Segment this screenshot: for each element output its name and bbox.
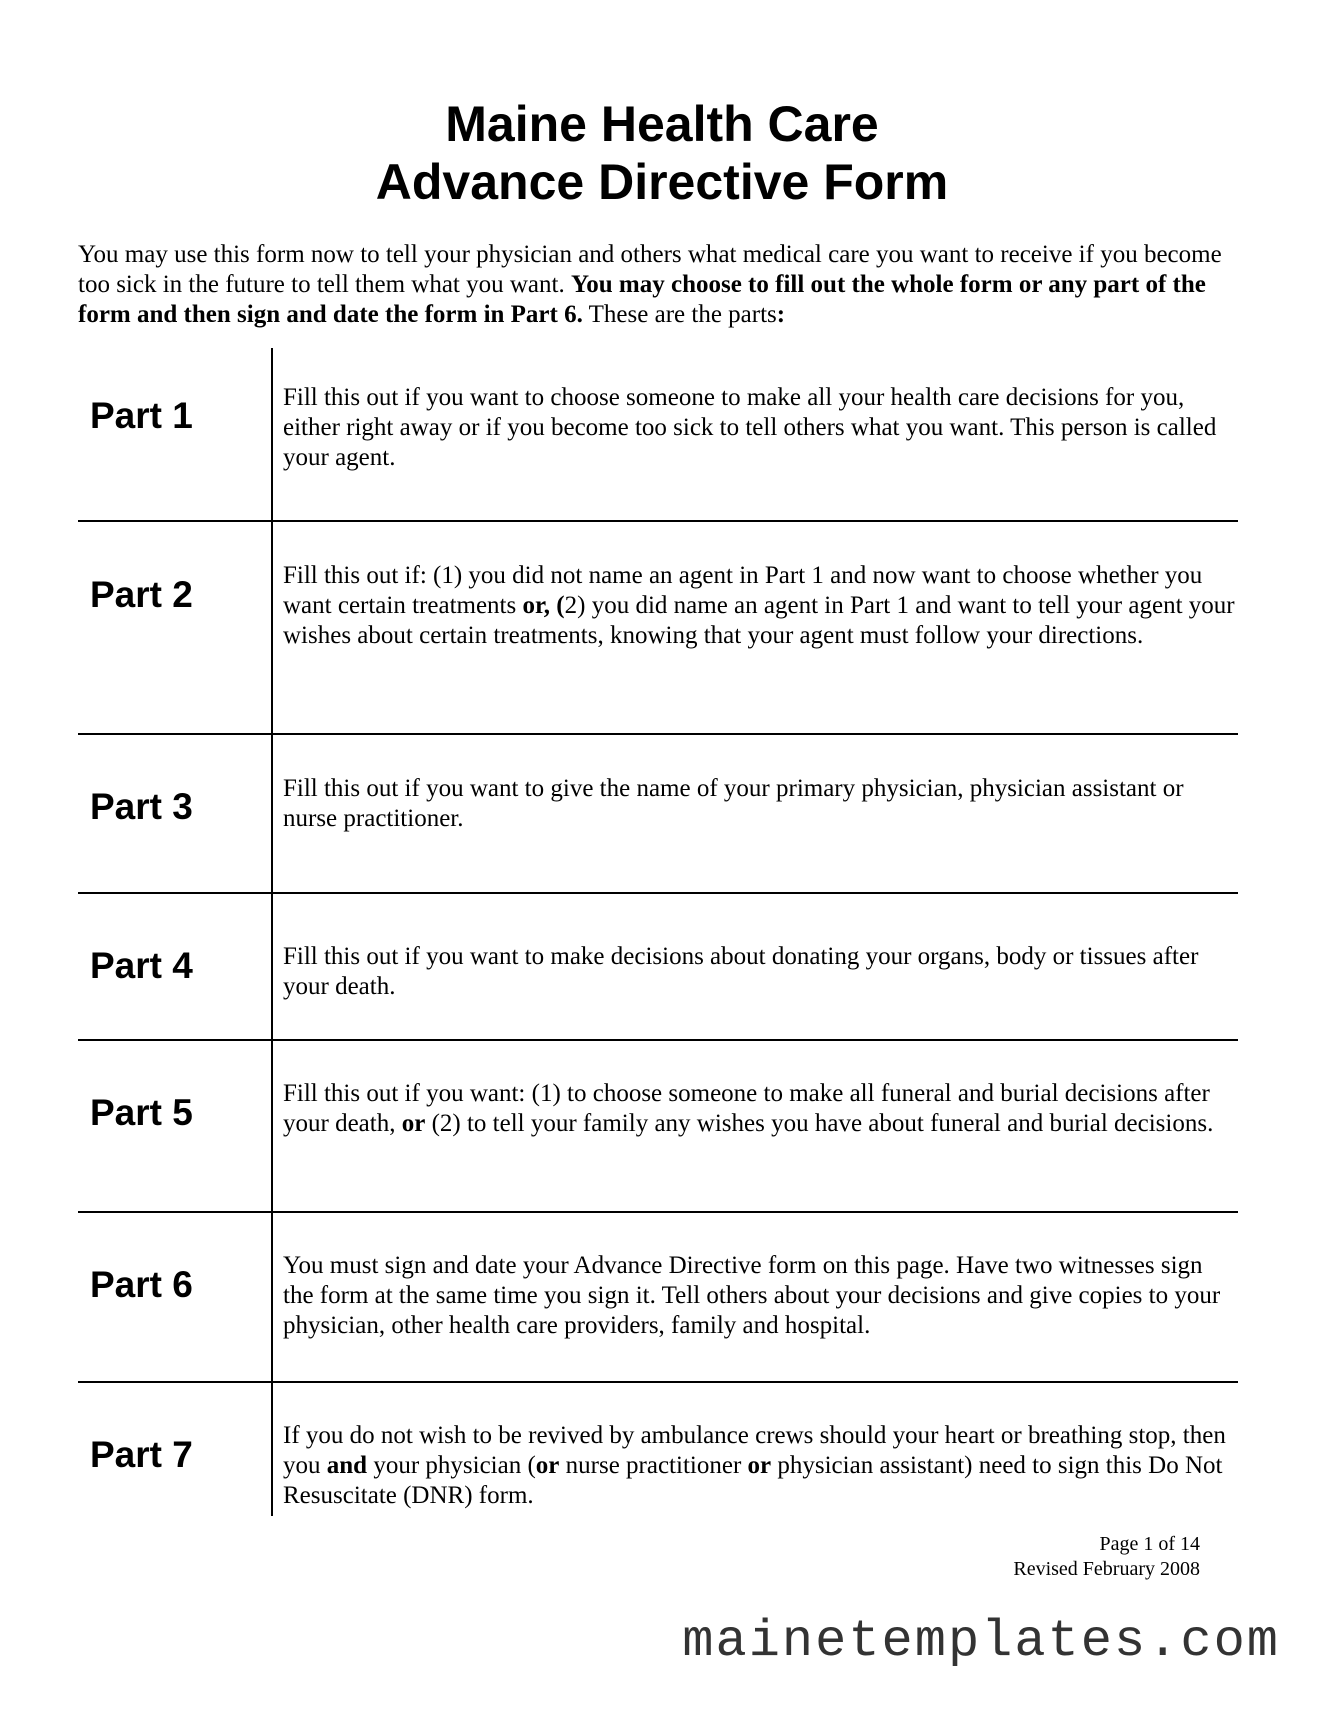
row-divider	[78, 733, 1238, 735]
description-text: Fill this out if you want to choose someone to make all your health care decisions for you, either right away or if you become too sick to tell others what you want. This person is called your agent.	[283, 384, 1217, 471]
title-line-2: Advance Directive Form	[375, 154, 949, 210]
bold-text: or	[535, 1452, 560, 1479]
page-title	[0, 95, 1324, 211]
title-line-1: Maine Health Care	[445, 96, 879, 152]
column-divider	[271, 348, 273, 1516]
intro-paragraph	[78, 240, 1248, 330]
intro-text-2: These are the parts	[582, 301, 777, 328]
description-text: Fill this out if: (1) you did not name an agent in Part 1 and now want to choose whether you want certain treatments	[283, 562, 1203, 619]
part-2-description	[283, 561, 1238, 651]
part-4-description	[283, 942, 1238, 1002]
description-text: You must sign and date your Advance Directive form on this page. Have two witnesses sign the form at the same time you sign it. Tell others about your decisions and give copies to your physician, other health care providers, family and hospital.	[283, 1252, 1221, 1339]
revision-date: Revised February 2008	[1013, 1558, 1200, 1580]
bold-text: or	[747, 1452, 772, 1479]
part-3-description	[283, 774, 1238, 834]
part-1-description	[283, 383, 1238, 473]
row-divider	[78, 892, 1238, 894]
site-watermark: mainetemplates.com	[682, 1612, 1280, 1671]
bold-text: or, (	[522, 592, 565, 619]
description-text: 2) you did name an agent in Part 1 and want to tell your agent your wishes about certain treatments, knowing that your agent must follow your directions.	[283, 592, 1235, 649]
part-4-label: Part 4	[90, 945, 193, 986]
bold-text: and	[326, 1452, 368, 1479]
intro-colon: :	[776, 301, 786, 328]
part-5-description	[283, 1079, 1238, 1139]
part-7-label: Part 7	[90, 1434, 193, 1475]
part-6-label: Part 6	[90, 1264, 193, 1305]
part-3-label: Part 3	[90, 786, 193, 827]
description-text: If you do not wish to be revived by ambulance crews should your heart or breathing stop, then you	[283, 1422, 1226, 1479]
description-text: Fill this out if you want to give the name of your primary physician, physician assistant or nurse practitioner.	[283, 775, 1184, 832]
part-5-label: Part 5	[90, 1092, 193, 1133]
page-footer	[1013, 1532, 1200, 1582]
part-7-description	[283, 1421, 1238, 1511]
description-text: (2) to tell your family any wishes you have about funeral and burial decisions.	[425, 1110, 1214, 1137]
description-text: Fill this out if you want: (1) to choose someone to make all funeral and burial decisions after your death,	[283, 1080, 1210, 1137]
row-divider	[78, 520, 1238, 522]
row-divider	[78, 1381, 1238, 1383]
row-divider	[78, 1211, 1238, 1213]
row-divider	[78, 1039, 1238, 1041]
page-number: Page 1 of 14	[1099, 1533, 1200, 1555]
part-2-label: Part 2	[90, 574, 193, 615]
parts-table	[78, 348, 1238, 1516]
intro-text-1: You may use this form now to tell your physician and others what medical care you want to receive if you become too sick in the future to tell them what you want.	[78, 241, 1222, 298]
description-text: physician assistant) need to sign this Do Not Resuscitate (DNR) form.	[283, 1452, 1223, 1509]
description-text: your physician (	[367, 1452, 536, 1479]
description-text: nurse practitioner	[559, 1452, 748, 1479]
bold-text: or	[401, 1110, 426, 1137]
intro-bold-text: You may choose to fill out the whole form or any part of the form and then sign and date the form in Part 6.	[78, 271, 1206, 328]
description-text: Fill this out if you want to make decisions about donating your organs, body or tissues after your death.	[283, 943, 1199, 1000]
part-6-description	[283, 1251, 1238, 1341]
part-1-label: Part 1	[90, 395, 193, 436]
